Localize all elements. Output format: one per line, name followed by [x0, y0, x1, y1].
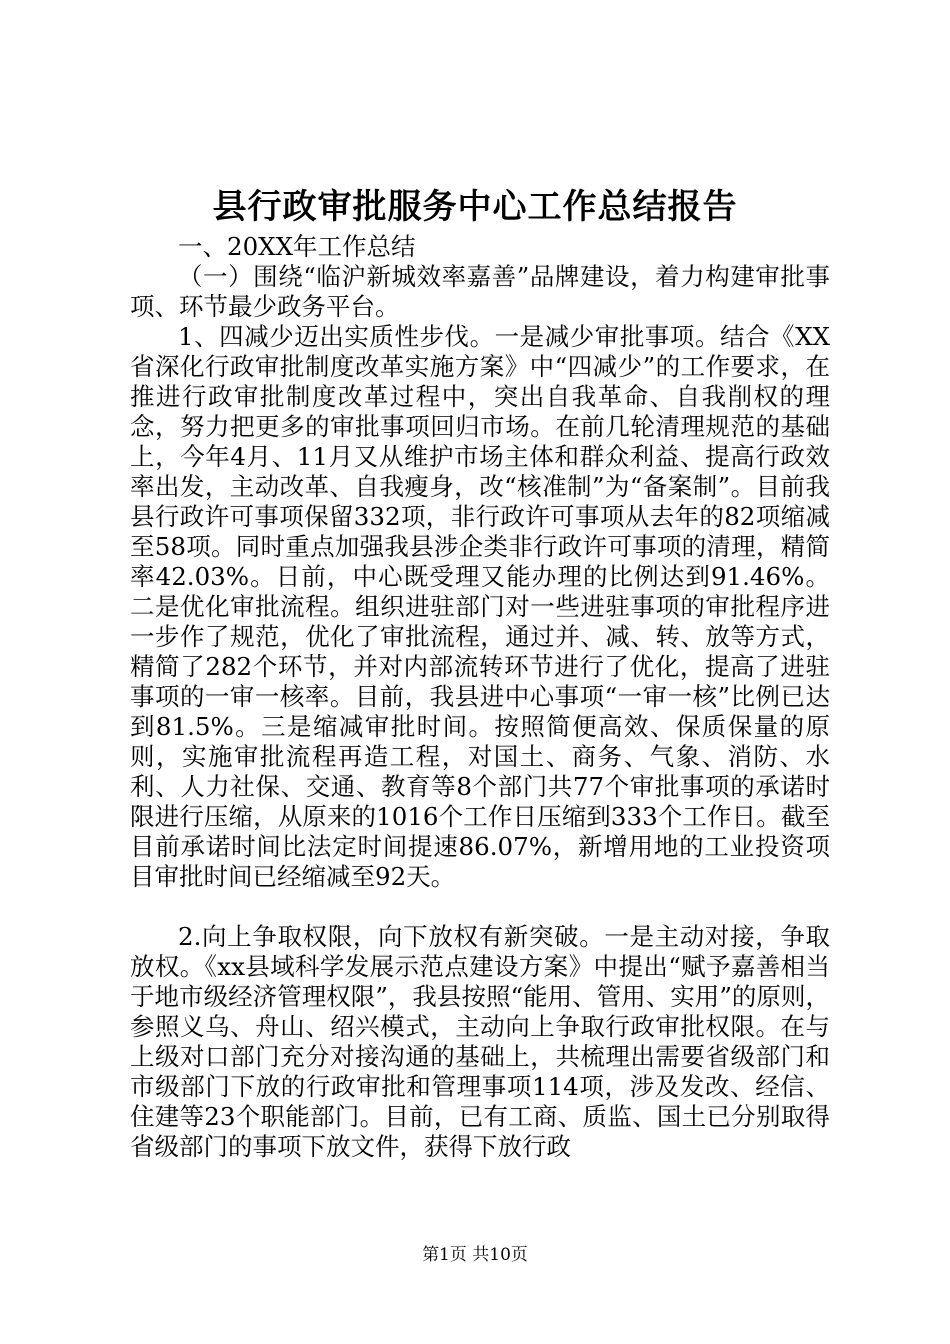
document-body [130, 232, 830, 1162]
subsection-heading: （一）围绕“临沪新城效率嘉善”品牌建设，着力构建审批事项、环节最少政务平台。 [130, 262, 830, 321]
paragraph-2: 2.向上争取权限，向下放权有新突破。一是主动对接，争取放权。《xx县域科学发展示范点建设方案》中提出“赋予嘉善相当于地市级经济管理权限”，我县按照“能用、管用、实用”的原则，参照义乌、舟山、绍兴模式，主动向上争取行政审批权限。在与上级对口部门充分对接沟通的基础上，共梳理出需要省级部门和市级部门下放的行政审批和管理事项114项，涉及发改、经信、住建等23个职能部门。目前，已有工商、质监、国土已分别取得省级部门的事项下放文件，获得下放行政 [130, 922, 830, 1161]
paragraph-spacer [130, 892, 830, 922]
document-title: 县行政审批服务中心工作总结报告 [212, 187, 738, 227]
page-footer: 第1页 共10页 [422, 1245, 528, 1265]
section-heading: 一、20XX年工作总结 [178, 232, 416, 261]
paragraph-1: 1、四减少迈出实质性步伐。一是减少审批事项。结合《XX省深化行政审批制度改革实施方案》中“四减少”的工作要求，在推进行政审批制度改革过程中，突出自我革命、自我削权的理念，努力把更多的审批事项回归市场。在前几轮清理规范的基础上，今年4月、11月又从维护市场主体和群众利益、提高行政效率出发，主动改革、自我瘦身，改“核准制”为“备案制”。目前我县行政许可事项保留332项，非行政许可事项从去年的82项缩减至58项。同时重点加强我县涉企类非行政许可事项的清理，精简率42.03%。日前，中心既受理又能办理的比例达到91.46%。二是优化审批流程。组织进驻部门对一些进驻事项的审批程序进一步作了规范，优化了审批流程，通过并、减、转、放等方式，精简了282个环节，并对内部流转环节进行了优化，提高了进驻事项的一审一核率。目前，我县进中心事项“一审一核”比例已达到81.5%。三是缩减审批时间。按照简便高效、保质保量的原则，实施审批流程再造工程，对国土、商务、气象、消防、水利、人力社保、交通、教育等8个部门共77个审批事项的承诺时限进行压缩，从原来的1016个工作日压缩到333个工作日。截至目前承诺时间比法定时间提速86.07%，新增用地的工业投资项目审批时间已经缩减至92天。 [130, 322, 830, 891]
